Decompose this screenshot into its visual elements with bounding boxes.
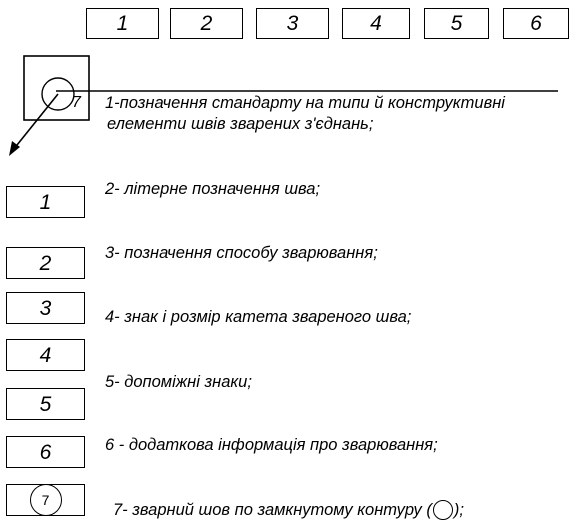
legend-text-1	[105, 93, 505, 135]
legend-box-5: 4	[6, 339, 85, 371]
legend-circle-7	[30, 484, 62, 516]
top-box-2: 2	[170, 8, 243, 39]
legend-7-suffix: );	[453, 501, 464, 519]
legend-text-3: 3- позначення способу зварювання;	[105, 244, 378, 262]
top-box-4: 4	[342, 8, 410, 39]
top-box-1: 1	[86, 8, 159, 39]
top-box-5: 5	[424, 8, 489, 39]
top-box-6: 6	[503, 8, 569, 39]
legend-1-line-1: 1-позначення стандарту на типи й конструктивні	[105, 94, 505, 112]
top-box-3: 3	[256, 8, 329, 39]
legend-1-line-2: елементи швів зварених з'єднань;	[107, 115, 374, 133]
closed-contour-icon	[433, 500, 453, 520]
legend-box-3: 2	[6, 247, 85, 279]
legend-box-2: 1	[6, 186, 85, 218]
leader-arrow-line	[13, 94, 58, 150]
legend-box-6-lower: 6	[6, 436, 85, 468]
legend-box-6: 5	[6, 388, 85, 420]
legend-7-text: 7- зварний шов по замкнутому контуру (	[113, 501, 432, 519]
legend-circle-7-label: 7	[41, 492, 50, 508]
legend-text-5: 5- допоміжні знаки;	[105, 373, 252, 391]
legend-text-4: 4- знак і розмір катета звареного шва;	[105, 308, 412, 326]
legend-text-2: 2- літерне позначення шва;	[105, 180, 321, 198]
legend-text-6: 6 - додаткова інформація про зварювання;	[105, 436, 438, 454]
legend-box-7	[6, 484, 85, 516]
legend-text-7	[113, 500, 464, 521]
legend-box-4: 3	[6, 292, 85, 324]
symbol-label-7: 7	[72, 94, 81, 111]
